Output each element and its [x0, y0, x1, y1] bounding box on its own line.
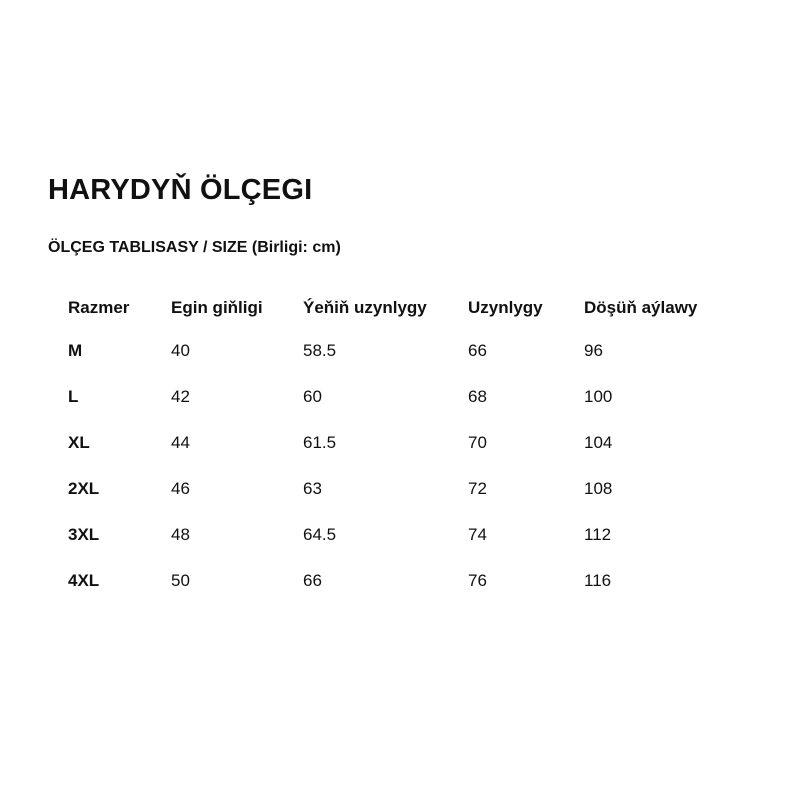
header-row	[68, 298, 744, 328]
table-cell: 66	[468, 341, 487, 360]
table-body	[68, 328, 744, 604]
table-cell: 116	[584, 571, 612, 590]
table-cell: 96	[584, 341, 603, 360]
size-table	[68, 298, 744, 604]
table-cell: 60	[303, 387, 322, 406]
table-cell: 66	[303, 571, 322, 590]
table-row	[68, 328, 744, 374]
table-cell: 64.5	[303, 525, 337, 544]
table-cell: 58.5	[303, 341, 337, 360]
size-cell: 3XL	[68, 525, 100, 544]
table-cell: 61.5	[303, 433, 337, 452]
page-subtitle: ÖLÇEG TABLISASY / SIZE (Birligi: cm)	[48, 239, 341, 256]
header-razmer: Razmer	[68, 298, 130, 317]
size-cell: XL	[68, 433, 90, 452]
header-dosun-aylawy: Döşüň aýlawy	[584, 298, 698, 317]
size-cell: 4XL	[68, 571, 100, 590]
table-cell: 112	[584, 525, 612, 544]
table-cell: 74	[468, 525, 487, 544]
table-row	[68, 420, 744, 466]
table-cell: 46	[171, 479, 190, 498]
table-row	[68, 558, 744, 604]
table-header	[68, 298, 744, 328]
table-cell: 72	[468, 479, 487, 498]
table-cell: 42	[171, 387, 190, 406]
header-egin-giňligi: Egin giňligi	[171, 298, 263, 317]
table-row	[68, 466, 744, 512]
table-cell: 44	[171, 433, 190, 452]
table-cell: 50	[171, 571, 190, 590]
table-cell: 108	[584, 479, 613, 498]
table-cell: 100	[584, 387, 613, 406]
size-cell: 2XL	[68, 479, 100, 498]
table-cell: 70	[468, 433, 487, 452]
header-uzynlygy: Uzynlygy	[468, 298, 543, 317]
table-cell: 63	[303, 479, 322, 498]
table-cell: 68	[468, 387, 487, 406]
table-cell: 48	[171, 525, 190, 544]
table-cell: 76	[468, 571, 487, 590]
size-cell: L	[68, 387, 79, 406]
size-cell: M	[68, 341, 83, 360]
header-yenin-uzynlygy: Ýeňiň uzynlygy	[303, 298, 427, 317]
table-cell: 104	[584, 433, 613, 452]
table-row	[68, 512, 744, 558]
page-title: HARYDYŇ ÖLÇEGI	[48, 174, 313, 206]
table-cell: 40	[171, 341, 190, 360]
table-row	[68, 374, 744, 420]
